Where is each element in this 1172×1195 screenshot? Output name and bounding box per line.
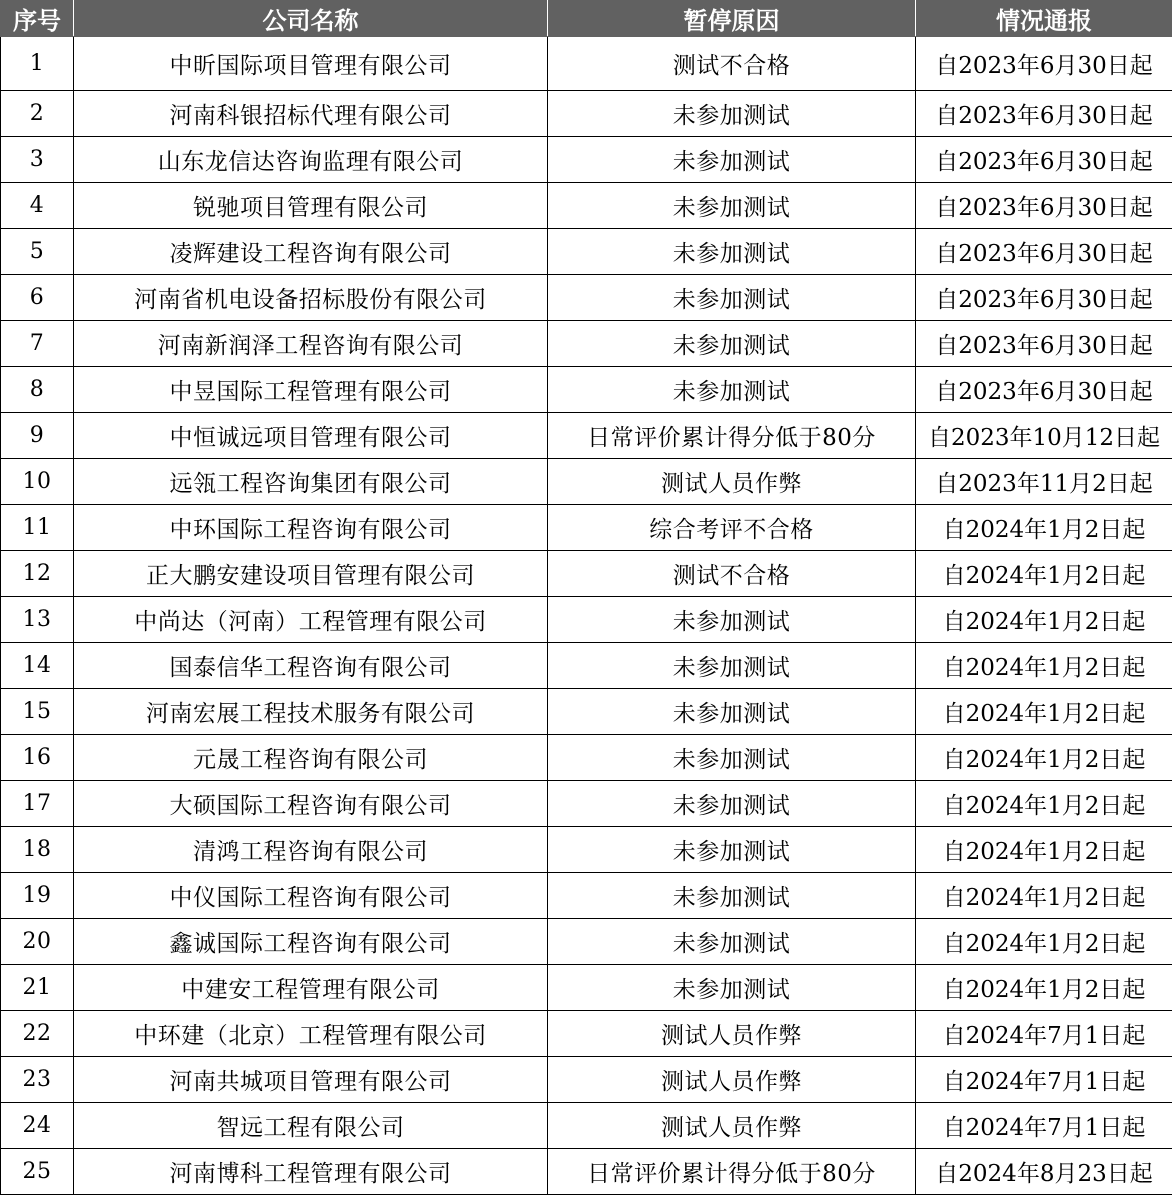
cell-no: 6: [1, 275, 74, 321]
cell-company: 大硕国际工程咨询有限公司: [74, 781, 548, 827]
table-row: [1, 413, 1172, 459]
table-row: [1, 597, 1172, 643]
cell-reason: 测试不合格: [548, 551, 916, 597]
cell-no: 10: [1, 459, 74, 505]
cell-company: 清鸿工程咨询有限公司: [74, 827, 548, 873]
table-row: [1, 1149, 1172, 1195]
cell-notice: 自2024年7月1日起: [916, 1011, 1172, 1057]
cell-no: 12: [1, 551, 74, 597]
cell-reason: 未参加测试: [548, 781, 916, 827]
cell-notice: 自2023年6月30日起: [916, 183, 1172, 229]
cell-notice: 自2024年8月23日起: [916, 1149, 1172, 1195]
cell-company: 远瓴工程咨询集团有限公司: [74, 459, 548, 505]
cell-notice: 自2023年11月2日起: [916, 459, 1172, 505]
cell-notice: 自2023年10月12日起: [916, 413, 1172, 459]
cell-reason: 未参加测试: [548, 689, 916, 735]
cell-no: 3: [1, 137, 74, 183]
cell-notice: 自2024年1月2日起: [916, 919, 1172, 965]
cell-company: 正大鹏安建设项目管理有限公司: [74, 551, 548, 597]
table-row: [1, 919, 1172, 965]
table-row: [1, 873, 1172, 919]
cell-company: 河南宏展工程技术服务有限公司: [74, 689, 548, 735]
cell-notice: 自2023年6月30日起: [916, 321, 1172, 367]
cell-no: 25: [1, 1149, 74, 1195]
cell-company: 智远工程有限公司: [74, 1103, 548, 1149]
cell-no: 20: [1, 919, 74, 965]
cell-company: 锐驰项目管理有限公司: [74, 183, 548, 229]
cell-reason: 未参加测试: [548, 643, 916, 689]
cell-no: 24: [1, 1103, 74, 1149]
header-notice: 情况通报: [916, 1, 1172, 37]
cell-no: 2: [1, 91, 74, 137]
cell-no: 22: [1, 1011, 74, 1057]
table-row: [1, 827, 1172, 873]
cell-no: 8: [1, 367, 74, 413]
cell-company: 山东龙信达咨询监理有限公司: [74, 137, 548, 183]
table-row: [1, 965, 1172, 1011]
table-row: [1, 551, 1172, 597]
cell-reason: 未参加测试: [548, 229, 916, 275]
cell-notice: 自2024年7月1日起: [916, 1103, 1172, 1149]
table-row: [1, 505, 1172, 551]
cell-company: 国泰信华工程咨询有限公司: [74, 643, 548, 689]
table-row: [1, 689, 1172, 735]
cell-company: 河南省机电设备招标股份有限公司: [74, 275, 548, 321]
cell-company: 中建安工程管理有限公司: [74, 965, 548, 1011]
header-company: 公司名称: [74, 1, 548, 37]
cell-no: 1: [1, 37, 74, 91]
cell-notice: 自2024年1月2日起: [916, 551, 1172, 597]
cell-no: 16: [1, 735, 74, 781]
cell-company: 河南共城项目管理有限公司: [74, 1057, 548, 1103]
cell-notice: 自2024年1月2日起: [916, 597, 1172, 643]
cell-reason: 测试不合格: [548, 37, 916, 91]
cell-notice: 自2023年6月30日起: [916, 275, 1172, 321]
cell-notice: 自2024年1月2日起: [916, 827, 1172, 873]
table-row: [1, 1103, 1172, 1149]
cell-reason: 日常评价累计得分低于80分: [548, 413, 916, 459]
table-row: [1, 275, 1172, 321]
header-no: 序号: [1, 1, 74, 37]
cell-company: 中恒诚远项目管理有限公司: [74, 413, 548, 459]
table-row: [1, 735, 1172, 781]
cell-no: 14: [1, 643, 74, 689]
cell-no: 18: [1, 827, 74, 873]
cell-notice: 自2024年1月2日起: [916, 873, 1172, 919]
cell-notice: 自2024年1月2日起: [916, 689, 1172, 735]
cell-company: 河南新润泽工程咨询有限公司: [74, 321, 548, 367]
cell-notice: 自2024年7月1日起: [916, 1057, 1172, 1103]
cell-no: 15: [1, 689, 74, 735]
cell-company: 河南博科工程管理有限公司: [74, 1149, 548, 1195]
cell-notice: 自2024年1月2日起: [916, 735, 1172, 781]
cell-no: 19: [1, 873, 74, 919]
cell-notice: 自2023年6月30日起: [916, 367, 1172, 413]
cell-reason: 未参加测试: [548, 91, 916, 137]
cell-no: 17: [1, 781, 74, 827]
cell-notice: 自2024年1月2日起: [916, 505, 1172, 551]
cell-reason: 未参加测试: [548, 827, 916, 873]
cell-notice: 自2024年1月2日起: [916, 781, 1172, 827]
cell-company: 中昕国际项目管理有限公司: [74, 37, 548, 91]
cell-company: 鑫诚国际工程咨询有限公司: [74, 919, 548, 965]
cell-company: 中环国际工程咨询有限公司: [74, 505, 548, 551]
cell-reason: 未参加测试: [548, 321, 916, 367]
cell-no: 7: [1, 321, 74, 367]
cell-notice: 自2023年6月30日起: [916, 229, 1172, 275]
cell-no: 11: [1, 505, 74, 551]
table-row: [1, 781, 1172, 827]
table-row: [1, 1011, 1172, 1057]
cell-notice: 自2024年1月2日起: [916, 965, 1172, 1011]
cell-reason: 未参加测试: [548, 735, 916, 781]
header-reason: 暂停原因: [548, 1, 916, 37]
cell-reason: 测试人员作弊: [548, 1103, 916, 1149]
cell-company: 中昱国际工程管理有限公司: [74, 367, 548, 413]
table-row: [1, 91, 1172, 137]
table-row: [1, 137, 1172, 183]
cell-notice: 自2023年6月30日起: [916, 37, 1172, 91]
cell-reason: 测试人员作弊: [548, 1011, 916, 1057]
cell-no: 4: [1, 183, 74, 229]
cell-company: 中环建（北京）工程管理有限公司: [74, 1011, 548, 1057]
cell-reason: 测试人员作弊: [548, 459, 916, 505]
cell-reason: 未参加测试: [548, 275, 916, 321]
cell-no: 21: [1, 965, 74, 1011]
cell-notice: 自2024年1月2日起: [916, 643, 1172, 689]
cell-reason: 日常评价累计得分低于80分: [548, 1149, 916, 1195]
cell-no: 23: [1, 1057, 74, 1103]
cell-notice: 自2023年6月30日起: [916, 91, 1172, 137]
header-row: [1, 1, 1172, 37]
cell-reason: 未参加测试: [548, 367, 916, 413]
cell-company: 中尚达（河南）工程管理有限公司: [74, 597, 548, 643]
cell-company: 凌辉建设工程咨询有限公司: [74, 229, 548, 275]
cell-company: 河南科银招标代理有限公司: [74, 91, 548, 137]
table-row: [1, 643, 1172, 689]
table-row: [1, 321, 1172, 367]
cell-notice: 自2023年6月30日起: [916, 137, 1172, 183]
table-row: [1, 37, 1172, 91]
cell-reason: 测试人员作弊: [548, 1057, 916, 1103]
table-row: [1, 229, 1172, 275]
table-row: [1, 183, 1172, 229]
cell-no: 9: [1, 413, 74, 459]
cell-reason: 未参加测试: [548, 597, 916, 643]
cell-reason: 未参加测试: [548, 919, 916, 965]
cell-company: 元晟工程咨询有限公司: [74, 735, 548, 781]
cell-company: 中仪国际工程咨询有限公司: [74, 873, 548, 919]
table-row: [1, 459, 1172, 505]
cell-reason: 综合考评不合格: [548, 505, 916, 551]
cell-no: 13: [1, 597, 74, 643]
cell-no: 5: [1, 229, 74, 275]
cell-reason: 未参加测试: [548, 873, 916, 919]
table-row: [1, 367, 1172, 413]
cell-reason: 未参加测试: [548, 137, 916, 183]
table-row: [1, 1057, 1172, 1103]
cell-reason: 未参加测试: [548, 183, 916, 229]
cell-reason: 未参加测试: [548, 965, 916, 1011]
